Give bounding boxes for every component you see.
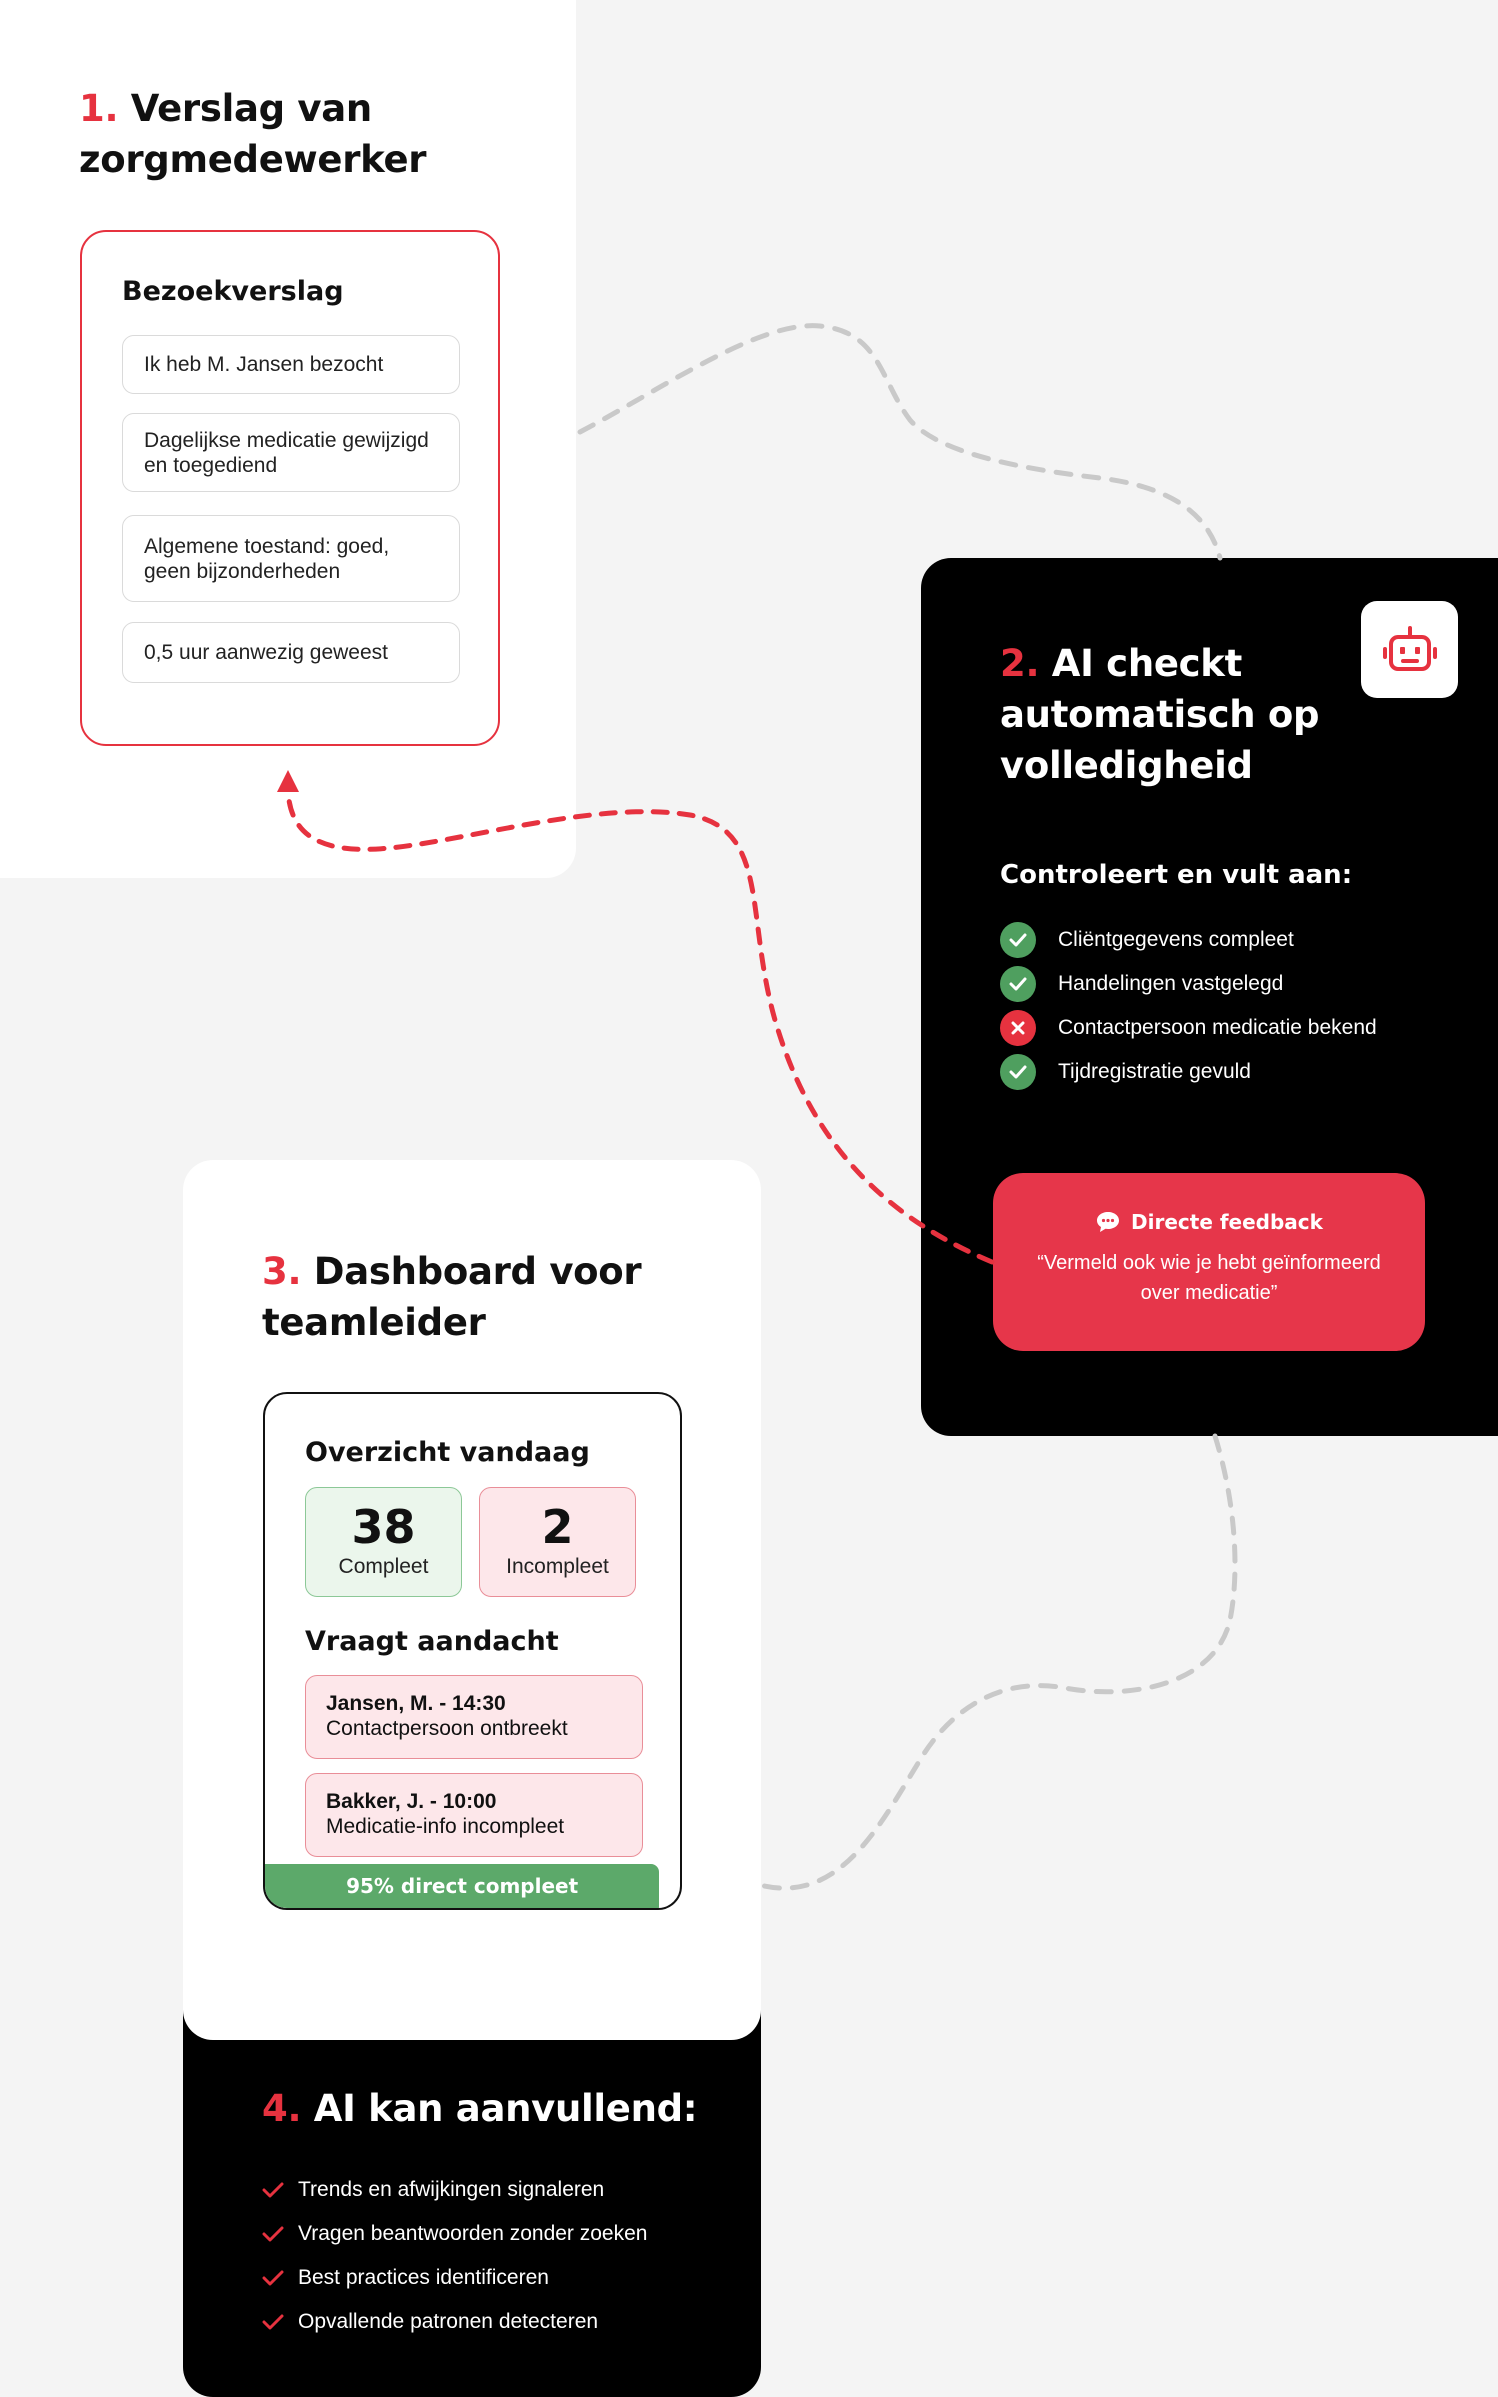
step3-title: [262, 1246, 732, 1348]
feedback-title-text: Directe feedback: [1131, 1210, 1323, 1234]
checks-list: [1000, 918, 1377, 1094]
capability-item: [262, 2212, 647, 2256]
capabilities-list: [262, 2168, 647, 2344]
report-heading: Bezoekverslag: [122, 276, 344, 307]
stat-incomplete-label: Incompleet: [506, 1555, 609, 1578]
stat-incomplete-value: 2: [541, 1500, 574, 1554]
step2-title-text: AI checkt automatisch op volledigheid: [1000, 642, 1320, 787]
capability-label: Trends en afwijkingen signaleren: [298, 2178, 605, 2201]
checks-heading: Controleert en vult aan:: [1000, 860, 1353, 890]
feedback-callout: [993, 1173, 1425, 1351]
check-ok-icon: [1000, 966, 1036, 1002]
alert-item[interactable]: [305, 1675, 643, 1759]
stat-incomplete: [479, 1487, 636, 1597]
checkmark-icon: [262, 2270, 284, 2286]
report-field-condition[interactable]: Algemene toestand: goed, geen bijzonderheden: [122, 515, 460, 602]
step2-number: 2.: [1000, 642, 1040, 685]
capability-item: [262, 2300, 647, 2344]
stat-complete: [305, 1487, 462, 1597]
check-label: Tijdregistratie gevuld: [1058, 1060, 1251, 1083]
checkmark-icon: [262, 2226, 284, 2242]
check-label: Cliëntgegevens compleet: [1058, 928, 1294, 951]
check-label: Contactpersoon medicatie bekend: [1058, 1016, 1377, 1039]
step1-card: [0, 0, 576, 878]
check-label: Handelingen vastgelegd: [1058, 972, 1284, 995]
speech-bubble-icon: [1095, 1210, 1121, 1234]
completion-progress-bar: 95% direct compleet: [265, 1864, 659, 1908]
feedback-quote: “Vermeld ook wie je hebt geïnformeerd over medicatie”: [1037, 1252, 1381, 1304]
step4-card: [183, 2000, 761, 2397]
check-item: [1000, 1050, 1377, 1094]
alert-issue: Medicatie-info incompleet: [326, 1815, 565, 1838]
checkmark-icon: [262, 2314, 284, 2330]
alert-client: Jansen, M. - 14:30: [326, 1692, 506, 1715]
capability-label: Opvallende patronen detecteren: [298, 2310, 599, 2333]
step2-card: [921, 558, 1498, 1436]
check-ok-icon: [1000, 922, 1036, 958]
check-item: [1000, 918, 1377, 962]
connector-step2-to-step3: [760, 1436, 1235, 1888]
visit-report-form: [80, 230, 500, 746]
alert-client: Bakker, J. - 10:00: [326, 1790, 497, 1813]
alert-issue: Contactpersoon ontbreekt: [326, 1717, 568, 1740]
attention-heading: Vraagt aandacht: [305, 1626, 559, 1657]
step1-title: [79, 83, 549, 185]
teamlead-dashboard: [263, 1392, 682, 1910]
alert-item[interactable]: [305, 1773, 643, 1857]
stat-complete-label: Compleet: [338, 1555, 429, 1578]
step4-title: [262, 2083, 697, 2134]
checkmark-icon: [262, 2182, 284, 2198]
check-item: [1000, 962, 1377, 1006]
step4-number: 4.: [262, 2087, 302, 2130]
connector-step1-to-step2: [580, 326, 1220, 558]
overview-heading: Overzicht vandaag: [305, 1437, 590, 1468]
capability-label: Best practices identificeren: [298, 2266, 549, 2289]
step2-title: [1000, 638, 1380, 791]
feedback-title: [993, 1210, 1425, 1234]
step3-title-text: Dashboard voor teamleider: [262, 1250, 642, 1344]
stat-complete-value: 38: [351, 1500, 416, 1554]
report-field-medication[interactable]: Dagelijkse medicatie gewijzigd en toegediend: [122, 413, 460, 492]
report-field-duration[interactable]: 0,5 uur aanwezig geweest: [122, 622, 460, 683]
capability-item: [262, 2256, 647, 2300]
step3-card: [183, 1160, 761, 2040]
step3-number: 3.: [262, 1250, 302, 1293]
step1-number: 1.: [79, 87, 119, 130]
report-field-visit[interactable]: Ik heb M. Jansen bezocht: [122, 335, 460, 394]
capability-label: Vragen beantwoorden zonder zoeken: [298, 2222, 648, 2245]
step1-title-text: Verslag van zorgmedewerker: [79, 87, 427, 181]
step4-title-text: AI kan aanvullend:: [313, 2087, 698, 2130]
check-item: [1000, 1006, 1377, 1050]
check-ok-icon: [1000, 1054, 1036, 1090]
capability-item: [262, 2168, 647, 2212]
cross-icon: [1000, 1010, 1036, 1046]
